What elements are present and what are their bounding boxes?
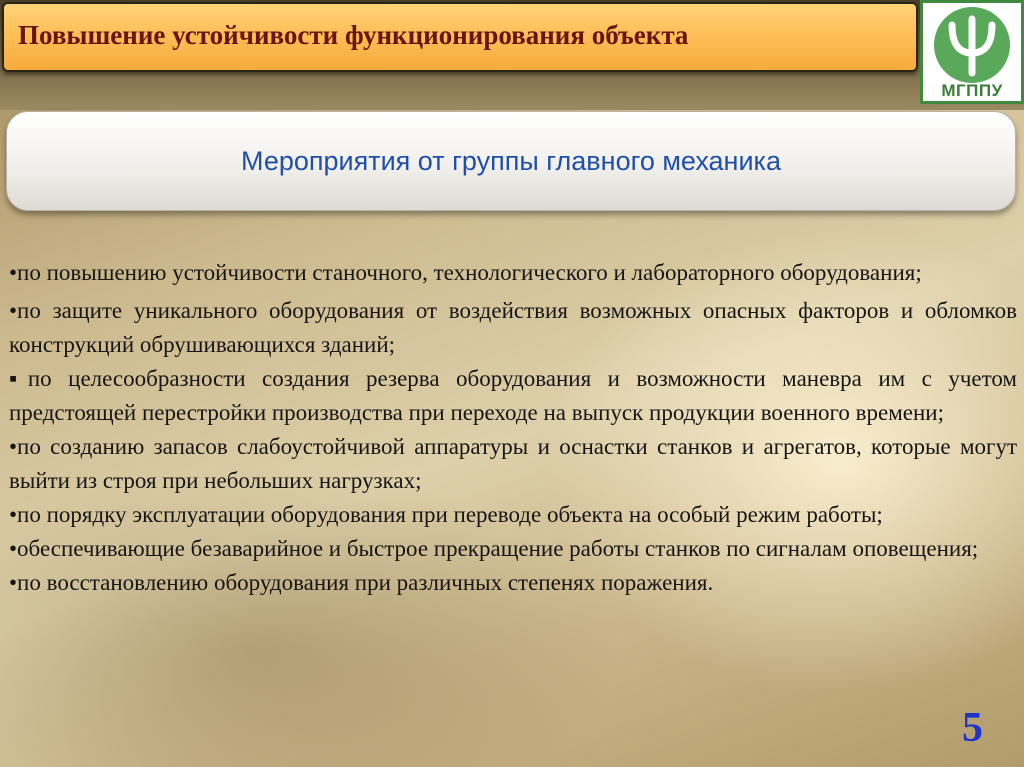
psi-logo-icon (934, 7, 1010, 83)
title-banner (2, 2, 918, 72)
list-item: •по защите уникального оборудования от воздействия возможных опасных факторов и обломков конструкций обрушивающихся зданий; (9, 298, 1017, 357)
list-item: •обеспечивающие безаварийное и быстрое прекращение работы станков по сигналам оповещения; (9, 536, 979, 561)
list-item: ▪по целесообразности создания резерва оборудования и возможности маневра им с учетом предстоящей перестройки производства при переходе на выпуск продукции военного времени; (9, 366, 1017, 425)
list-item: •по восстановлению оборудования при различных степенях поражения. (9, 570, 714, 595)
university-logo (920, 0, 1024, 104)
list-item: •по повышению устойчивости станочного, технологического и лабораторного оборудования; (9, 260, 922, 285)
page-number: 5 (962, 705, 983, 751)
logo-text: МГППУ (941, 81, 1003, 100)
list-item: •по порядку эксплуатации оборудования при переводе объекта на особый режим работы; (9, 502, 883, 527)
bullet-list (9, 262, 1017, 600)
slide-title: Повышение устойчивости функционирования объекта (18, 20, 689, 50)
slide-subtitle: Мероприятия от группы главного механика (241, 146, 781, 176)
subtitle-box (6, 111, 1016, 211)
list-item: •по созданию запасов слабоустойчивой аппаратуры и оснастки станков и агрегатов, которые могут выйти из строя при небольших нагрузках; (9, 434, 1017, 493)
